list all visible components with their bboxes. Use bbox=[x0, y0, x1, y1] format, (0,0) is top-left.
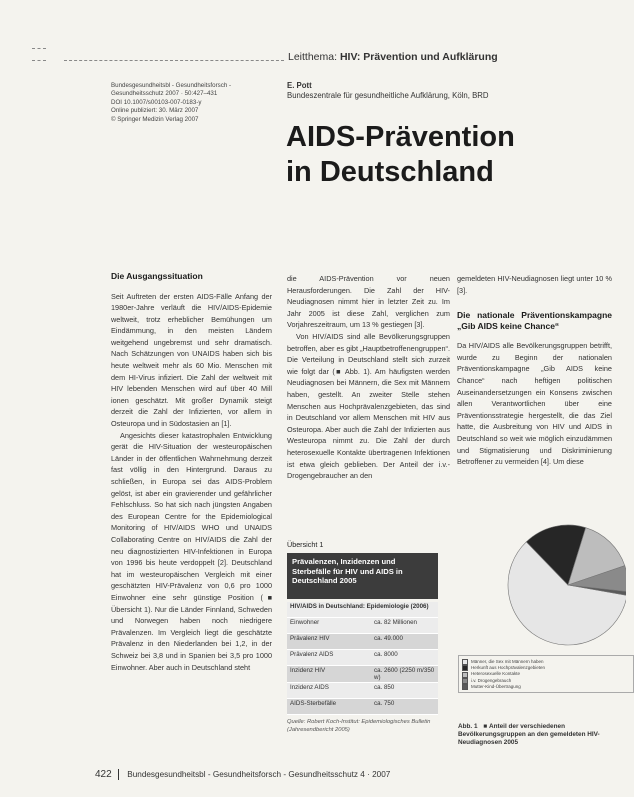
paragraph: Angesichts dieser katastrophalen Entwicklung gerät die HIV-Situation der westeuropäischen Länder in der öffentlichen Wahrnehmung derzeit fast völlig in den Hintergrund. Daraus zu schließen, in Europa sei das AIDS-Problem gelöst, ist aber ein gravierender und gefährlicher Fehlschluss. So hat sich nach jüngsten Angaben des European Centre for the Epidemiological Monitoring of HIV/AIDS WHO und UNAIDS Collaborating Centre on HIV/AIDS die Zahl der neu diagnostizierten HIV-Infektionen in Europa von 1996 bis heute verdoppelt [2]. Deutschland hat im westeuropäischen Vergleich mit einer geschätzten HIV-Prävalenz von 0,6 pro 1000 Einwohner eine sehr günstige Position (■ Übersicht 1). Nur die Länder Finnland, Schweden und Norwegen haben noch niedrigere Prävalenzen. Im Vergleich liegt die geschätzte Prävalenz in den Niederlanden bei 1,2, in der Schweiz bei 3,8 und in Spanien bei 3,5 pro 1000 Einwohner. Aber auch in Deutschland steht bbox=[111, 430, 272, 672]
overview-key: Inzidenz AIDS bbox=[287, 683, 371, 699]
overview-key: Inzidenz HIV bbox=[287, 666, 371, 683]
left-margin-dash bbox=[32, 48, 46, 49]
legend-label: i.v. Drogengebrauch bbox=[471, 677, 512, 683]
topic-text: HIV: Prävention und Aufklärung bbox=[339, 51, 498, 63]
overview-key: AIDS-Sterbefälle bbox=[287, 699, 371, 715]
section-heading: Die nationale Präventionskampagne „Gib AIDS keine Chance“ bbox=[457, 310, 612, 331]
paragraph: Von HIV/AIDS sind alle Bevölkerungsgruppen betroffen, aber es gibt „Hauptbetroffenengruppen“. Die Verteilung in Deutschland stellt sich zurzeit wie folgt dar (■ Abb. 1). Am häufigsten werden Neudiagnosen bei Männern, die Sex mit Männern haben, gestellt. An zweiter Stelle stehen Menschen aus Hochprävalenzgebieten, das sind in Deutschland vor allem Menschen mit HIV aus Osteuropa. Aber auch die Zahl der Infizierten aus Westeuropa nimmt zu. Die Zahl der durch heterosexuelle Kontakte übertragenen Infektionen ist etwa gleich geblieben. Der Anteil der i.v.-Drogengebraucher an den bbox=[287, 331, 450, 481]
topic-prefix: Leitthema: bbox=[288, 51, 338, 63]
legend-label: Heterosexuelle Kontakte bbox=[471, 671, 521, 677]
overview-row bbox=[287, 650, 438, 666]
overview-key: Prävalenz HIV bbox=[287, 634, 371, 650]
overview-table bbox=[287, 602, 438, 715]
meta-line: Bundesgesundheitsbl - Gesundheitsforsch - bbox=[111, 82, 232, 89]
meta-line: © Springer Medizin Verlag 2007 bbox=[111, 115, 199, 123]
overview-value: ca. 8000 bbox=[371, 650, 438, 666]
left-margin-dash bbox=[32, 60, 46, 61]
figure-caption bbox=[458, 723, 618, 748]
paragraph: Seit Auftreten der ersten AIDS-Fälle Anfang der 1980er-Jahre verläuft die HIV/AIDS-Epidemie weltweit, trotz erheblicher Bemühungen um Eindämmung, in den meisten Ländern weitgehend ungebremst und sehr dramatisch. Nach Schätzungen von UNAIDS haben sich bis heute weltweit mehr als 60 Mio. Menschen mit dem HI-Virus infiziert. Die Zahl der weltweit mit HIV lebenden Menschen wird auf über 40 Mill ionen geschätzt. Mit großer Dynamik steigt derzeit die Zahl der Infizierten, vor allem in Osteuropa und in Südostasien an [1]. bbox=[111, 291, 272, 429]
article-title bbox=[286, 120, 515, 190]
author-name: E. Pott bbox=[287, 81, 312, 90]
overview-source: Quelle: Robert Koch-Institut: Epidemiologisches Bulletin (Jahresendbericht 2005) bbox=[287, 719, 431, 733]
title-line-2: in Deutschland bbox=[286, 156, 494, 188]
paragraph: Da HIV/AIDS alle Bevölkerungsgruppen betrifft, wurde zu Beginn der nationalen Präventionskampagne „Gib AIDS keine Chance“ nach heftigen politischen Auseinandersetzungen ein Konsens zwischen allen Verantwortlichen über eine Präventionsstrategie hergestellt, die das Ziel hatte, die Ausbreitung von HIV und AIDS in Deutschland so weit wie möglich einzudämmen und Stigmatisierung und Diskriminierung Betroffener zu vermeiden [4]. Um diese bbox=[457, 341, 612, 467]
header-dashed-rule bbox=[64, 60, 284, 61]
overview-row bbox=[287, 602, 438, 618]
caption-square-icon: ■ bbox=[483, 723, 488, 730]
overview-row bbox=[287, 683, 438, 699]
caption-ref: Abb. 1 bbox=[458, 723, 478, 730]
chart-legend bbox=[458, 655, 634, 693]
page-number: 422 bbox=[95, 769, 112, 780]
overview-key: Einwohner bbox=[287, 618, 371, 634]
journal-name: Bundesgesundheitsbl - Gesundheitsforsch - Gesundheitsschutz 4 · 2007 bbox=[127, 770, 391, 779]
footer-divider bbox=[118, 769, 119, 780]
overview-heading: Prävalenzen, Inzidenzen und Sterbefälle für HIV und AIDS in Deutschland 2005 bbox=[287, 553, 438, 599]
meta-line: DOI 10.1007/s00103-007-0183-y bbox=[111, 98, 202, 106]
overview-row bbox=[287, 699, 438, 715]
caption-text: Anteil der verschiedenen Bevölkerungsgruppen an den gemeldeten HIV-Neudiagnosen 2005 bbox=[458, 723, 600, 747]
topic-header bbox=[288, 51, 498, 63]
overview-value: ca. 2600 (2250 m/350 w) bbox=[371, 666, 438, 683]
author-affiliation: Bundeszentrale für gesundheitliche Aufklärung, Köln, BRD bbox=[287, 91, 489, 100]
page-footer bbox=[95, 769, 390, 780]
overview-row bbox=[287, 666, 438, 683]
author-block bbox=[287, 81, 489, 101]
legend-label: Herkunft aus Hochprävalenzgebieten bbox=[471, 665, 546, 671]
overview-key: HIV/AIDS in Deutschland: Epidemiologie (2006) bbox=[287, 602, 438, 618]
publication-meta bbox=[111, 82, 231, 124]
legend-swatch bbox=[462, 684, 468, 690]
legend-swatch bbox=[462, 672, 468, 678]
overview-row bbox=[287, 634, 438, 650]
text-column-2 bbox=[287, 273, 450, 482]
legend-label: Männer, die Sex mit Männern haben bbox=[471, 659, 544, 664]
section-heading: Die Ausgangssituation bbox=[111, 271, 203, 281]
paragraph: die AIDS-Prävention vor neuen Herausforderungen. Die Zahl der HIV-Neudiagnosen nimmt hier in letzter Zeit zu. Im Jahr 2005 ist diese Zahl, verglichen zum Vorjahreszeitraum, um 13 % gestiegen [3]. bbox=[287, 274, 450, 330]
paragraph: gemeldeten HIV-Neudiagnosen liegt unter 10 % [3]. bbox=[457, 274, 612, 295]
overview-row bbox=[287, 618, 438, 634]
pie-chart bbox=[446, 519, 626, 654]
meta-line: Gesundheitsschutz 2007 · 50:427–431 bbox=[111, 90, 218, 98]
legend-swatch bbox=[462, 665, 468, 671]
title-line-1: AIDS-Prävention bbox=[286, 121, 515, 153]
overview-box bbox=[287, 553, 438, 755]
legend-swatch bbox=[462, 659, 468, 665]
overview-label: Übersicht 1 bbox=[287, 540, 324, 549]
legend-swatch bbox=[462, 678, 468, 684]
overview-key: Prävalenz AIDS bbox=[287, 650, 371, 666]
overview-value: ca. 49.000 bbox=[371, 634, 438, 650]
meta-line: Online publiziert: 30. März 2007 bbox=[111, 107, 199, 115]
text-column-3 bbox=[457, 273, 612, 468]
legend-label: Mutter-Kind-Übertragung bbox=[471, 683, 521, 689]
text-column-1 bbox=[111, 271, 272, 673]
legend-item bbox=[462, 684, 630, 690]
overview-value: ca. 850 bbox=[371, 683, 438, 699]
overview-value: ca. 82 Millionen bbox=[371, 618, 438, 634]
overview-value: ca. 750 bbox=[371, 699, 438, 715]
